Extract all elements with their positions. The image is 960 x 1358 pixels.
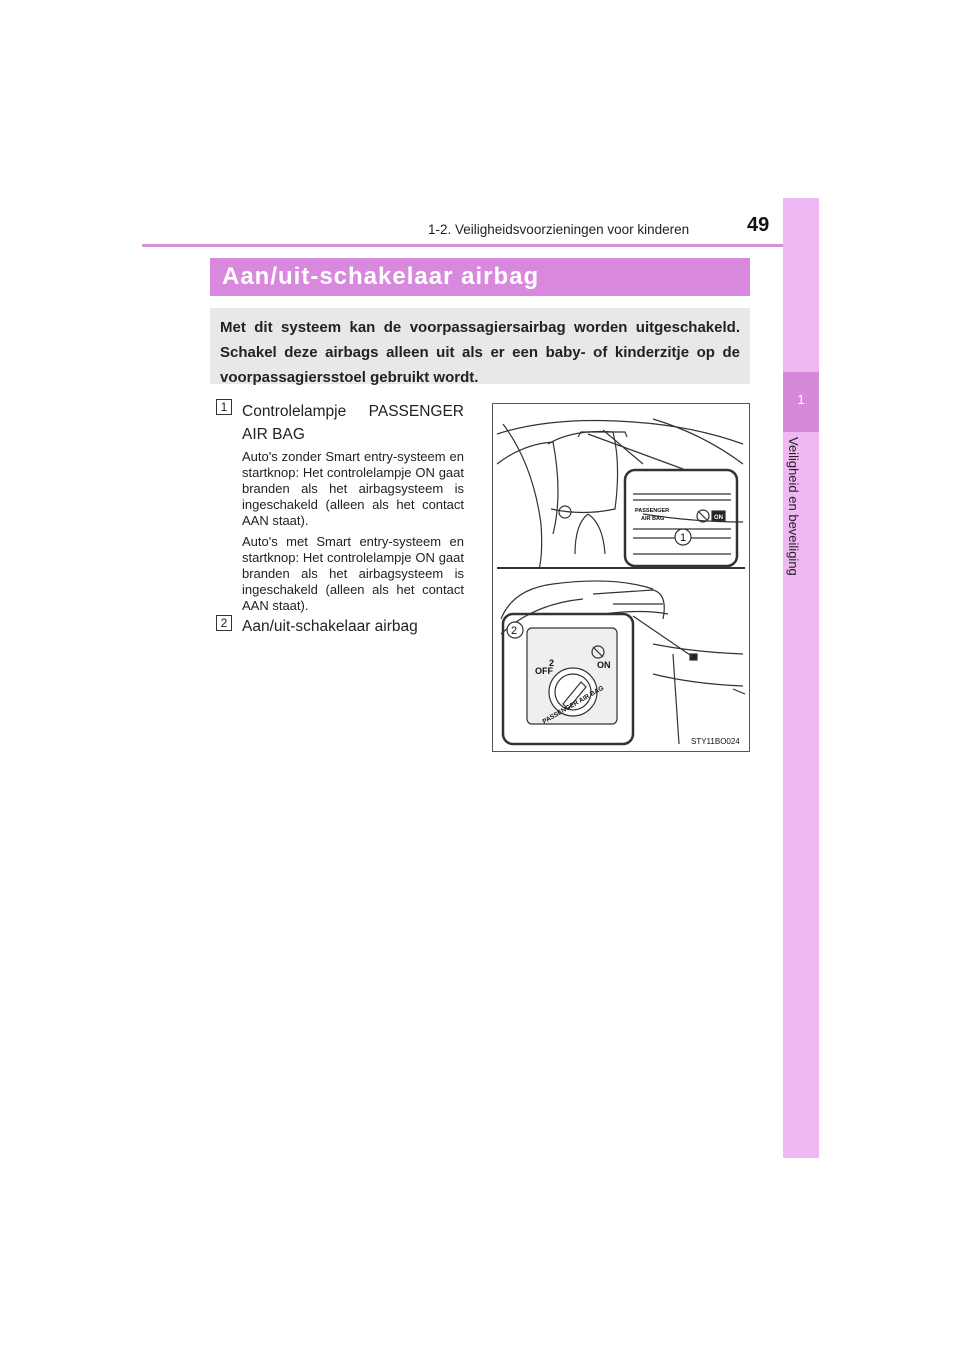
header-rule (142, 244, 790, 247)
item-1-note-1: Auto's zonder Smart entry-systeem en startknop: Het controlelampje ON gaat branden als het airbagsysteem is ingeschakeld (alleen als het contact AAN staat). (242, 449, 464, 528)
item-2-number: 2 (216, 615, 232, 631)
chapter-side-tab (783, 198, 819, 1158)
switch-seat-count: 2 (549, 658, 555, 668)
intro-box (210, 308, 750, 384)
item-2-title: Aan/uit-schakelaar airbag (242, 618, 418, 635)
item-1-title: Controlelampje PASSENGER AIR BAG (242, 403, 464, 443)
chapter-number: 1 (797, 392, 805, 407)
item-1-note-2: Auto's met Smart entry-systeem en startknop: Het controlelampje ON gaat branden als het airbagsysteem is ingeschakeld (alleen als het contact AAN staat). (242, 534, 464, 613)
indicator-label-2: AIR BAG (641, 516, 665, 522)
item-1-number: 1 (216, 399, 232, 415)
switch-off-label: OFF (535, 666, 553, 676)
figure-code: STY11BO024 (691, 737, 740, 746)
callout-2: 2 (511, 625, 518, 637)
intro-text: Met dit systeem kan de voorpassagiersairbag worden uitgeschakeld. Schakel deze airbags alleen uit als er een baby- of kinderzitje op de voorpassagiersstoel gebruikt wordt. (220, 319, 740, 386)
switch-on-label: ON (597, 660, 611, 670)
callout-1: 1 (680, 532, 687, 544)
header-section-title: 1-2. Veiligheidsvoorzieningen voor kinderen (428, 222, 690, 237)
page-number: 49 (747, 214, 770, 236)
indicator-label-1: PASSENGER (635, 508, 670, 514)
airbag-switch-illustration (492, 403, 750, 752)
indicator-on-label: ON (714, 515, 723, 521)
chapter-title: Veiligheid en beveiliging (786, 437, 801, 576)
dashboard-drawing (493, 404, 749, 751)
section-title: Aan/uit-schakelaar airbag (222, 263, 540, 290)
switch-label: PASSENGER AIR BAG (541, 684, 606, 726)
